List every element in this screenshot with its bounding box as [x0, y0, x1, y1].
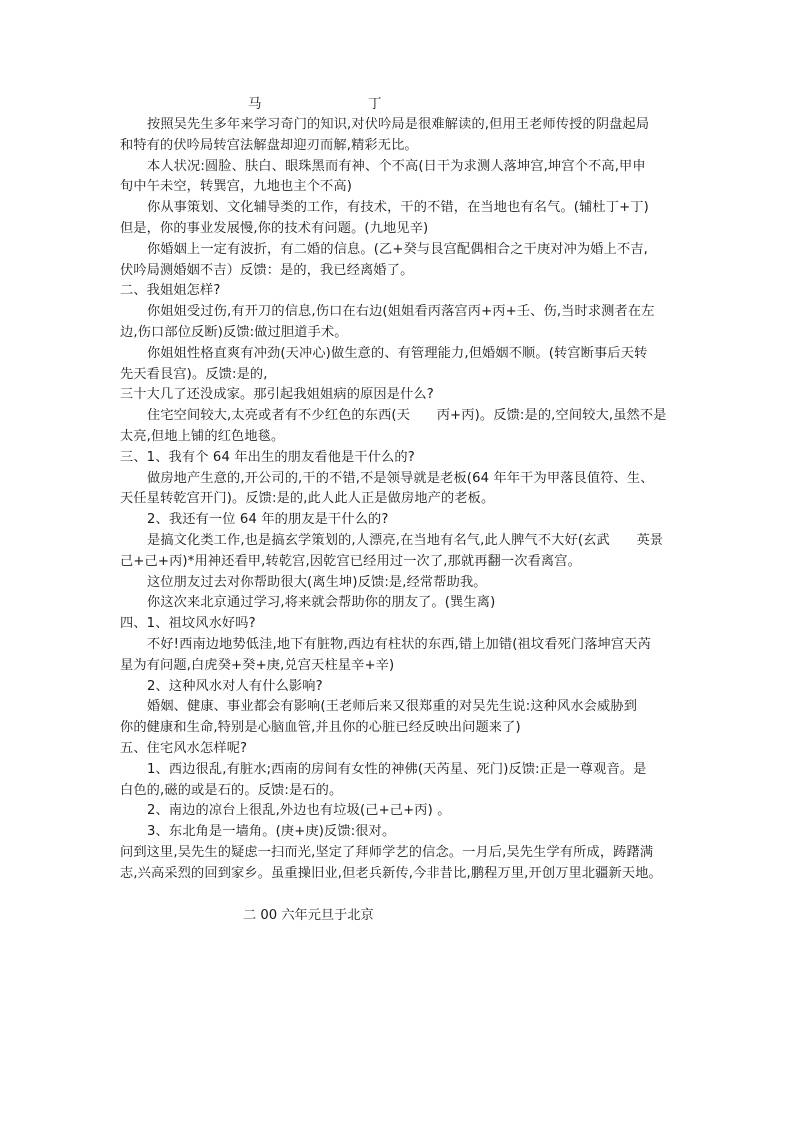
text-line: 你婚姻上一定有波折，有二婚的信息。(乙+癸与艮宫配偶相合之干庚对冲为婚上不吉, — [147, 241, 648, 257]
text-line: 3、东北角是一墙角。(庚+庚)反馈:很对。 — [147, 824, 396, 840]
text-line: 三、1、我有个 64 年出生的朋友看他是干什么的? — [120, 449, 415, 465]
text-line: 按照吴先生多年来学习奇门的知识,对伏吟局是很难解读的,但用王老师传授的阴盘起局 — [147, 117, 650, 132]
text-line: 这位朋友过去对你帮助很大(离生坤)反馈:是,经常帮助我。 — [147, 574, 487, 590]
text-line: 志,兴高采烈的回到家乡。虽重操旧业,但老兵新传,今非昔比,鹏程万里,开创万里北疆新天地。 — [120, 865, 662, 881]
text-line: 婚姻、健康、事业都会有影响(王老师后来又很郑重的对吴先生说:这种风水会威胁到 — [147, 699, 638, 715]
text-line: 但是，你的事业发展慢,你的技术有问题。(九地见辛) — [120, 220, 429, 236]
paragraph-lines — [120, 115, 680, 884]
text-line: 边,伤口部位反断)反馈:做过胆道手术。 — [120, 324, 348, 340]
document-body — [120, 93, 680, 884]
text-line: 二、我姐姐怎样? — [120, 283, 221, 299]
title-line — [120, 93, 680, 115]
text-line: 和特有的伏吟局转宫法解盘却迎刃而解,精彩无比。 — [120, 137, 418, 153]
text-line: 天任星转乾宫开门)。反馈:是的,此人此人正是做房地产的老板。 — [120, 491, 495, 507]
text-line: 你姐姐受过伤,有开刀的信息,伤口在右边(姐姐看丙落宫丙+丙+壬、伤,当时求测者在左 — [147, 304, 655, 320]
text-line: 旬中午未空，转巽宫，九地也主个不高) — [120, 179, 353, 195]
text-line: 你姐姐性格直爽有冲劲(天冲心)做生意的、有管理能力,但婚姻不顺。(转宫断事后天转 — [147, 345, 648, 361]
title-char-1: 马 — [248, 96, 262, 112]
text-line: 1、西边很乱,有脏水;西南的房间有女性的神佛(天芮星、死门)反馈:正是一尊观音。是 — [147, 761, 647, 777]
text-line: 本人状况:圆脸、肤白、眼珠黑而有神、个不高(日干为求测人落坤宫,坤宫个不高,甲申 — [147, 158, 646, 174]
text-line: 做房地产生意的,开公司的,干的不错,不是领导就是老板(64 年年干为甲落艮值符、生、 — [147, 470, 654, 486]
footer-date: 二 00 六年元旦于北京 — [243, 908, 374, 923]
text-line: 你的健康和生命,特别是心脑血管,并且你的心脏已经反映出问题来了) — [120, 720, 521, 736]
text-line: 是搞文化类工作,也是搞玄学策划的,人漂亮,在当地有名气,此人脾气不大好(玄武 英景 — [147, 532, 664, 548]
text-line: 星为有问题,白虎癸+癸+庚,兑宫天柱星辛+辛) — [120, 657, 395, 673]
text-line: 己+己+丙)*用神还看甲,转乾宫,因乾宫已经用过一次了,那就再翻一次看离宫。 — [120, 553, 581, 569]
text-line: 住宅空间较大,太亮或者有不少红色的东西(天 丙+丙)。反馈:是的,空间较大,虽然不是 — [147, 408, 667, 424]
text-line: 三十大几了还没成家。那引起我姐姐病的原因是什么? — [120, 387, 434, 403]
text-line: 不好!西南边地势低洼,地下有脏物,西边有柱状的东西,错上加错(祖坟看死门落坤宫天芮 — [147, 636, 651, 652]
text-line: 太亮,但地上铺的红色地毯。 — [120, 428, 285, 444]
text-line: 你从事策划、文化辅导类的工作，有技术，干的不错，在当地也有名气。(辅杜丁+丁) — [147, 200, 649, 216]
text-line: 2、南边的凉台上很乱,外边也有垃圾(己+己+丙) 。 — [147, 803, 451, 819]
text-line: 先天看艮宫)。反馈:是的, — [120, 366, 268, 382]
text-line: 2、这种风水对人有什么影响? — [147, 678, 323, 694]
text-line: 问到这里,吴先生的疑虑一扫而光,坚定了拜师学艺的信念。一月后,吴先生学有所成，踌躇满 — [120, 844, 654, 860]
text-line: 五、住宅风水怎样呢? — [120, 740, 248, 756]
text-line: 伏吟局测婚姻不吉）反馈：是的，我已经离婚了。 — [120, 262, 414, 278]
title-char-2: 丁 — [368, 96, 382, 112]
text-line: 四、1、祖坟风水好吗? — [120, 616, 256, 632]
text-line: 2、我还有一位 64 年的朋友是干什么的? — [147, 512, 389, 528]
text-line: 你这次来北京通过学习,将来就会帮助你的朋友了。(巽生离) — [147, 595, 496, 611]
text-line: 白色的,磁的或是石的。反馈:是石的。 — [120, 782, 343, 798]
